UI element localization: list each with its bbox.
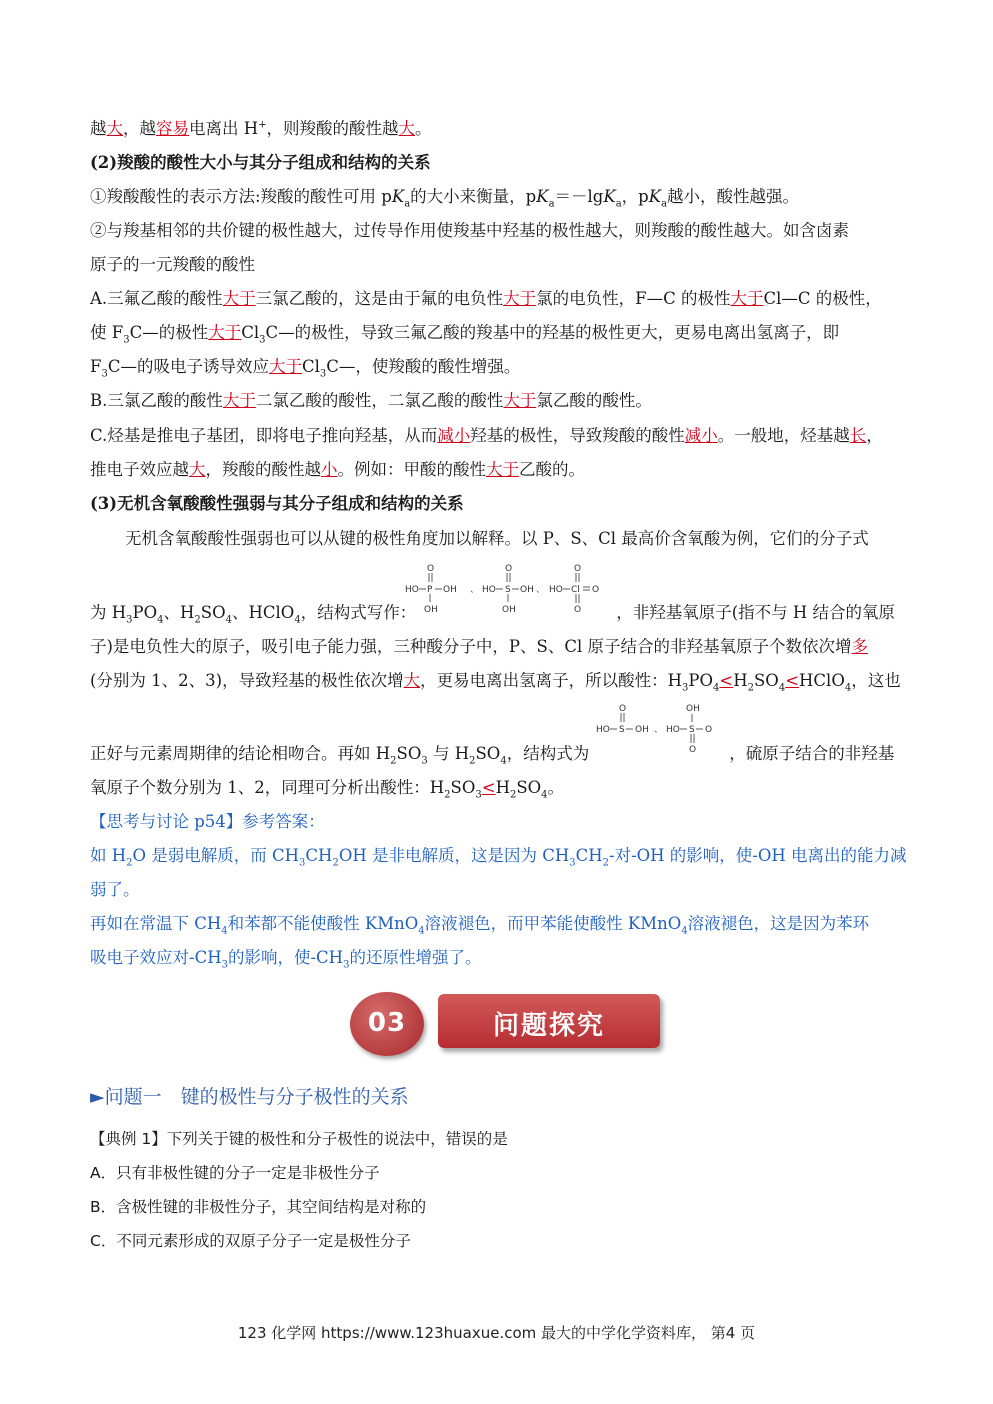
svg-text:、: 、 [470, 585, 480, 595]
struct-s: S [505, 585, 511, 595]
option-a: A．只有非极性键的分子一定是非极性分子 [90, 1164, 380, 1182]
line-4: ②与羧基相邻的共价键的极性越大，过传导作用使羧基中羟基的极性越大，则羧酸的酸性越大。如含卤素 [90, 221, 849, 240]
line-23: 吸电子效应对$-CH_3$的影响，使$-CH_3$的还原性增强了。 [90, 948, 482, 971]
svg-text:OH: OH [520, 585, 534, 595]
example-tag: 【典例 1】 [90, 1130, 167, 1148]
line-7: 使 $F_3C—$的极性大于$Cl_3C—$的极性，导致三氟乙酸的羧基中的羟基的极性更大，更易电离出氢离子，即 [90, 323, 840, 346]
line-9: B.三氯乙酸的酸性大于二氯乙酸的酸性，二氯乙酸的酸性大于氯乙酸的酸性。 [90, 391, 652, 410]
section-banner [350, 992, 662, 1056]
svg-text:O: O [574, 564, 582, 574]
section-number-badge: 03 [350, 992, 424, 1056]
line-11: 推电子效应越大，羧酸的酸性越小。例如：甲酸的酸性大于乙酸的。 [90, 460, 585, 479]
section-heading-2: (2)羧酸的酸性大小与其分子组成和结构的关系 [90, 153, 431, 172]
line-20: 如 $H_2O$ 是弱电解质，而 $CH_3CH_2OH$ 是非电解质，这是因为 $CH_3CH_2-$对-OH 的影响，使-OH 电离出的能力减 [90, 846, 907, 869]
line-8: $F_3C—$的吸电子诱导效应大于$Cl_3C—$，使羧酸的酸性增强。 [90, 357, 521, 380]
line-10: C.烃基是推电子基团，即将电子推向羟基，从而减小羟基的极性，导致羧酸的酸性减小。一般地，烃基越长， [90, 426, 883, 445]
svg-text:OH: OH [686, 704, 700, 714]
svg-text:S: S [619, 725, 625, 735]
svg-text:O: O [592, 585, 600, 595]
svg-text:HO: HO [666, 725, 680, 735]
svg-text:O: O [574, 605, 582, 614]
example-question: 【典例 1】下列关于键的极性和分子极性的说法中，错误的是 [90, 1130, 508, 1148]
svg-text:O: O [427, 564, 435, 574]
struct-cl: Cl [571, 585, 580, 595]
line-18: 氧原子个数分别为 1、2，同理可分析出酸性：$H_2SO_3<H_2SO_4$。 [90, 778, 565, 801]
svg-text:O: O [619, 704, 627, 714]
svg-text:HO: HO [596, 725, 610, 735]
line-6: A.三氟乙酸的酸性大于三氯乙酸的，这是由于氟的电负性大于氯的电负性，F—C 的极性大于Cl—C 的极性， [90, 289, 882, 308]
svg-text:O: O [505, 564, 513, 574]
line-5: 原子的一元羧酸的酸性 [90, 255, 255, 274]
line-16: (分别为 1、2、3)，导致羟基的极性依次增大，更易电离出氢离子，所以酸性：$H_3PO_4<H_2SO_4<HClO_4$，这也 [90, 671, 901, 694]
line-14: 为 $H_3PO_4$、$H_2SO_4$、HClO$_4$，结构式写作： ，非羟基氧原子(指不与 H 结合的氧原 [90, 603, 896, 626]
option-c: C．不同元素形成的双原子分子一定是极性分子 [90, 1232, 411, 1250]
line-15: 子)是电负性大的原子，吸引电子能力强，三种酸分子中，P、S、Cl 原子结合的非羟基氧原子个数依次增多 [90, 637, 868, 656]
svg-text:OH: OH [502, 605, 516, 614]
struct-p: P [427, 585, 433, 595]
section-title-bar: 问题探究 [438, 994, 660, 1048]
line-1: 越大，越容易电离出 H+，则羧酸的酸性越大。 [90, 119, 432, 138]
svg-text:HO: HO [482, 585, 496, 595]
svg-text:OH: OH [443, 585, 457, 595]
svg-text:S: S [689, 725, 695, 735]
svg-text:OH: OH [424, 605, 438, 614]
line-3: ①羧酸酸性的表示方法:羧酸的酸性可用 $pK_a$的大小来衡量，$pK_a=-\lg K_a$，$pK_a$越小，酸性越强。 [90, 187, 800, 210]
svg-text:、: 、 [654, 725, 664, 735]
line-13: 无机含氧酸酸性强弱也可以从键的极性角度加以解释。以 P、S、Cl 最高价含氧酸为例，它们的分子式 [125, 529, 869, 548]
line-22: 再如在常温下 $CH_4$和苯都不能使酸性 KMnO$_4$溶液褪色，而甲苯能使酸性 KMnO$_4$溶液褪色，这是因为苯环 [90, 914, 870, 937]
line-17: 正好与元素周期律的结论相吻合。再如 $H_2SO_3$ 与 $H_2SO_4$，结构式为 ，硫原子结合的非羟基 [90, 744, 895, 767]
page-footer: 123 化学网 https://www.123huaxue.com 最大的中学化学资料库， 第4 页 [237, 1324, 756, 1342]
question-title: ►问题一 键的极性与分子极性的关系 [90, 1086, 409, 1108]
line-21: 弱了。 [90, 880, 140, 899]
svg-text:HO: HO [549, 585, 563, 595]
svg-text:OH: OH [635, 725, 649, 735]
svg-text:O: O [689, 745, 697, 754]
svg-text:O: O [705, 725, 713, 735]
svg-text:、: 、 [536, 585, 546, 595]
option-b: B．含极性键的非极性分子，其空间结构是对称的 [90, 1198, 427, 1216]
section-heading-3: (3)无机含氧酸酸性强弱与其分子组成和结构的关系 [90, 494, 464, 513]
struct-ho: HO [405, 585, 419, 595]
discussion-answer-title: 【思考与讨论 p54】参考答案： [90, 812, 325, 831]
